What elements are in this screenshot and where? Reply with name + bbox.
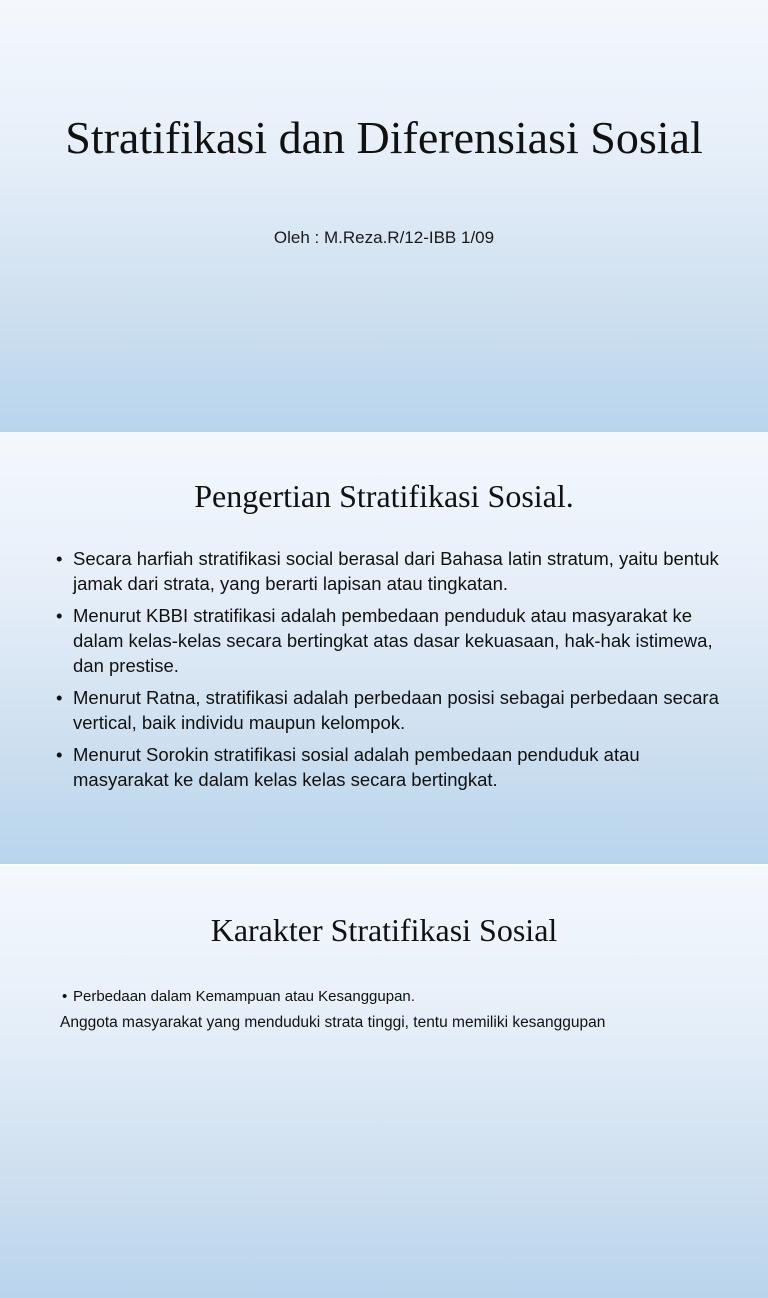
definition-slide [0, 432, 768, 864]
presentation-title: Stratifikasi dan Diferensiasi Sosial [65, 112, 703, 163]
bullet-icon: • [56, 744, 63, 765]
bullet-icon: • [62, 988, 68, 1005]
author-subtitle: Oleh : M.Reza.R/12-IBB 1/09 [273, 228, 495, 247]
list-item [62, 986, 728, 1008]
bullet-icon: • [56, 548, 63, 569]
list-item [56, 603, 728, 678]
bullet-text: Perbedaan dalam Kemampuan atau Kesanggupan. [73, 988, 415, 1005]
list-item [56, 685, 728, 735]
slide-title: Karakter Stratifikasi Sosial [210, 912, 558, 948]
bullet-icon: • [56, 605, 63, 626]
list-item [56, 546, 728, 596]
bullet-text: Menurut Sorokin stratifikasi sosial adalah pembedaan penduduk atau masyarakat ke dalam kelas kelas secara bertingkat. [73, 744, 640, 790]
title-slide [0, 0, 768, 432]
character-slide [0, 865, 768, 1298]
bullet-text: Menurut KBBI stratifikasi adalah pembedaan penduduk atau masyarakat ke dalam kelas-kelas secara bertingkat atas dasar kekuasaan, hak-hak istimewa, dan prestise. [73, 605, 713, 676]
body-paragraph: Anggota masyarakat yang menduduki strata tinggi, tentu memiliki kesanggupan [60, 1014, 606, 1031]
list-item [56, 742, 728, 792]
bullet-text: Secara harfiah stratifikasi social berasal dari Bahasa latin stratum, yaitu bentuk jamak dari strata, yang berarti lapisan atau tingkatan. [73, 548, 719, 594]
slide-title: Pengertian Stratifikasi Sosial. [194, 478, 574, 514]
bullet-list [62, 986, 728, 1012]
bullet-text: Menurut Ratna, stratifikasi adalah perbedaan posisi sebagai perbedaan secara vertical, baik individu maupun kelompok. [73, 687, 719, 733]
bullet-list [56, 546, 728, 799]
bullet-icon: • [56, 687, 63, 708]
